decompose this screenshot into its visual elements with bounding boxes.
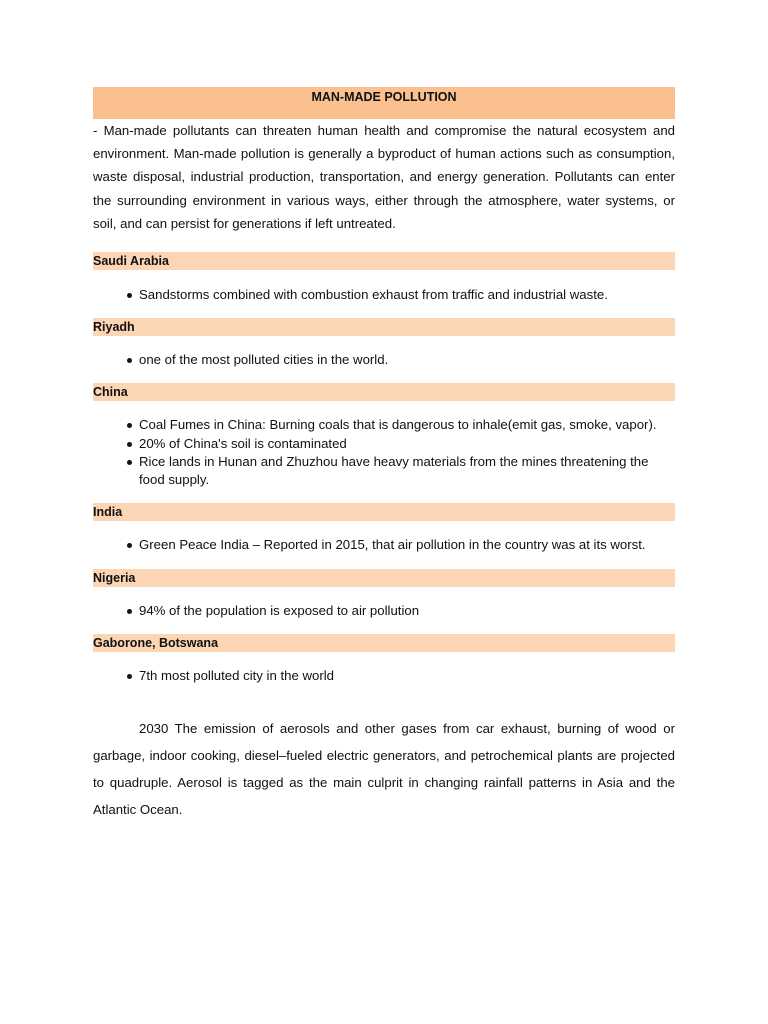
bullet-list — [93, 602, 675, 620]
list-item: Green Peace India – Reported in 2015, that air pollution in the country was at its worst. — [93, 536, 675, 554]
section-heading: India — [93, 503, 675, 521]
section-china — [93, 383, 675, 488]
bullet-list — [93, 536, 675, 554]
bullet-icon — [127, 609, 132, 614]
section-heading: Nigeria — [93, 569, 675, 587]
intro-paragraph: - Man-made pollutants can threaten human health and compromise the natural ecosystem and environment. Man-made pollution is generally a byproduct of human actions such as consumption, waste disposal, industrial production, transportation, and energy generation. Pollutants can enter the surrounding environment in various ways, either through the atmosphere, water systems, or soil, and can persist for generations if left untreated. — [93, 123, 675, 231]
section-saudi-arabia — [93, 252, 675, 304]
document-title-bar — [93, 87, 675, 119]
section-gaborone-botswana — [93, 634, 675, 685]
bullet-icon — [127, 543, 132, 548]
list-item: Rice lands in Hunan and Zhuzhou have heavy materials from the mines threatening the food supply. — [93, 453, 675, 488]
bullet-list — [93, 286, 675, 304]
bullet-icon — [127, 460, 132, 465]
section-heading: China — [93, 383, 675, 401]
section-heading: Riyadh — [93, 318, 675, 336]
bullet-icon — [127, 423, 132, 428]
list-item: 94% of the population is exposed to air pollution — [93, 602, 675, 620]
bullet-list — [93, 416, 675, 488]
document-page — [93, 87, 675, 823]
section-riyadh — [93, 318, 675, 369]
document-title: MAN-MADE POLLUTION — [311, 90, 457, 104]
bullet-icon — [127, 442, 132, 447]
section-heading: Gaborone, Botswana — [93, 634, 675, 652]
closing-paragraph: 2030 The emission of aerosols and other gases from car exhaust, burning of wood or garbage, indoor cooking, diesel–fueled electric generators, and petrochemical plants are projected to quadruple. Aerosol is tagged as the main culprit in changing rainfall patterns in Asia and the Atlantic Ocean. — [93, 720, 675, 817]
bullet-list — [93, 667, 675, 685]
list-item: Sandstorms combined with combustion exhaust from traffic and industrial waste. — [93, 286, 675, 304]
list-item: one of the most polluted cities in the world. — [93, 351, 675, 369]
bullet-list — [93, 351, 675, 369]
list-item: 7th most polluted city in the world — [93, 667, 675, 685]
bullet-icon — [127, 358, 132, 363]
section-india — [93, 503, 675, 554]
section-nigeria — [93, 569, 675, 620]
section-heading: Saudi Arabia — [93, 252, 675, 270]
bullet-icon — [127, 293, 132, 298]
list-item: Coal Fumes in China: Burning coals that is dangerous to inhale(emit gas, smoke, vapor). — [93, 416, 675, 434]
bullet-icon — [127, 674, 132, 679]
list-item: 20% of China's soil is contaminated — [93, 435, 675, 453]
